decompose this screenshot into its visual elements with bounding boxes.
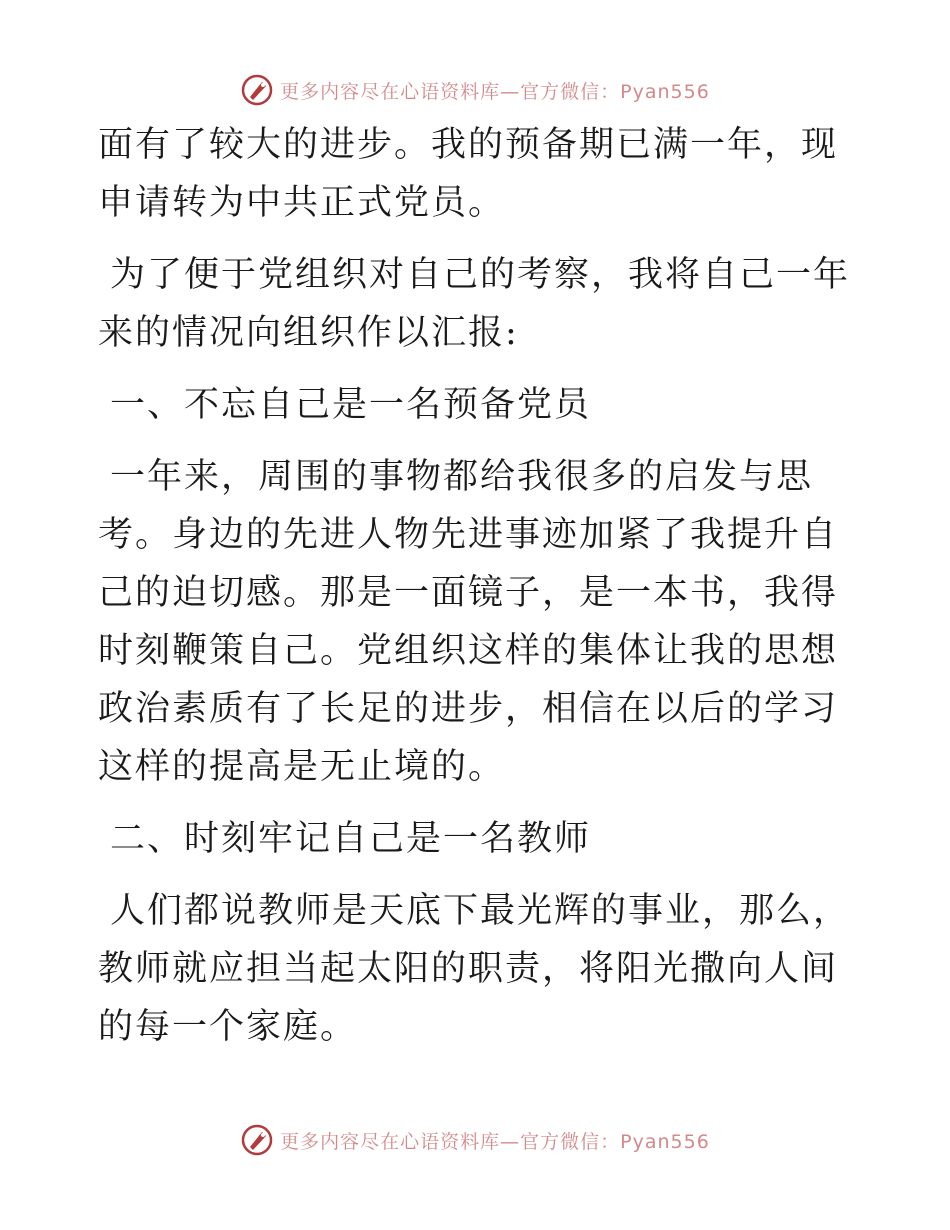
document-body [98, 116, 854, 1070]
paragraph-intro: 为了便于党组织对自己的考察，我将自己一年来的情况向组织作以汇报: [98, 255, 851, 353]
paragraph-section-2: 人们都说教师是天底下最光辉的事业，那么，教师就应担当起太阳的职责，将阳光撒向人间的每一个家庭。 [98, 891, 851, 1047]
footer-banner [0, 1120, 950, 1160]
paragraph-continuation: 面有了较大的进步。我的预备期已满一年，现申请转为中共正式党员。 [98, 125, 839, 223]
pen-nib-circle-icon [240, 1123, 274, 1157]
section-heading-1: 一、不忘自己是一名预备党员 [110, 385, 592, 425]
paragraph-section-1: 一年来，周围的事物都给我很多的启发与思考。身边的先进人物先进事迹加紧了我提升自己的迫切感。那是一面镜子，是一本书，我得时刻鞭策自己。党组织这样的集体让我的思想政治素质有了长足的进步，相信在以后的学习这样的提高是无止境的。 [98, 457, 839, 787]
footer-banner-text: 更多内容尽在心语资料库—官方微信：Pyan556 [280, 1130, 710, 1153]
header-banner [0, 70, 950, 110]
pen-nib-circle-icon [240, 73, 274, 107]
header-banner-text: 更多内容尽在心语资料库—官方微信：Pyan556 [280, 80, 710, 103]
section-heading-2: 二、时刻牢记自己是一名教师 [110, 819, 592, 859]
